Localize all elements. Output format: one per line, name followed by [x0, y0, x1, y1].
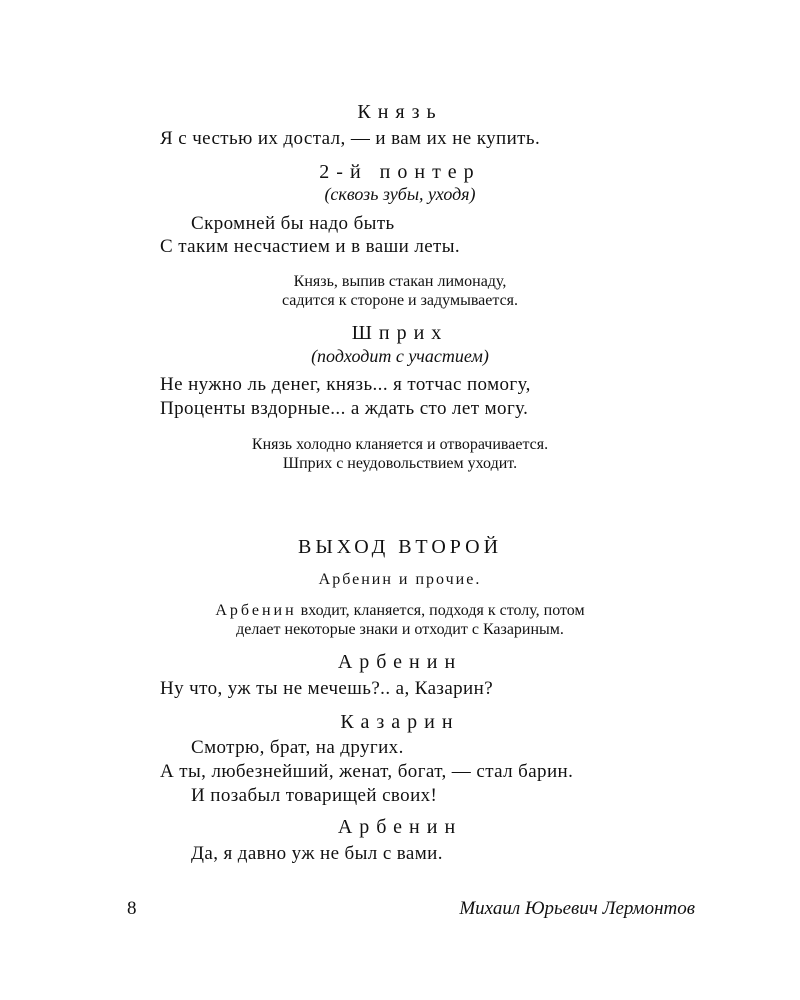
stage-note-text: входит, кланяется, подходя к столу, потом	[296, 602, 585, 619]
verse-line: Ну что, уж ты не мечешь?.. а, Казарин?	[160, 678, 494, 699]
stage-direction: (сквозь зубы, уходя)	[324, 184, 476, 204]
verse-line: Я с честью их достал, — и вам их не купить.	[160, 128, 541, 149]
act-title: ВЫХОД ВТОРОЙ	[297, 536, 503, 558]
stage-note-line: делает некоторые знаки и отходит с Казариным.	[236, 621, 564, 638]
stage-note-line	[0, 601, 800, 620]
verse-line: Да, я давно уж не был с вами.	[191, 843, 443, 864]
verse-line: И позабыл товарищей своих!	[191, 785, 438, 806]
stage-note-line: садится к стороне и задумывается.	[281, 292, 519, 309]
stage-note-line: Князь холодно кланяется и отворачивается.	[251, 436, 549, 453]
stage-note-line: Князь, выпив стакан лимонаду,	[293, 273, 507, 290]
speaker-name: Арбенин	[337, 651, 463, 673]
running-footer-author: Михаил Юрьевич Лермонтов	[459, 898, 695, 919]
speaker-name: Шприх	[351, 322, 449, 344]
stage-note	[0, 601, 800, 639]
speaker-name: Казарин	[340, 711, 460, 733]
speaker-name: Арбенин	[337, 816, 463, 838]
act-cast: Арбенин и прочие.	[318, 571, 482, 588]
page-number: 8	[127, 898, 137, 919]
verse-line: Смотрю, брат, на других.	[191, 737, 404, 758]
character-name: Арбенин	[215, 602, 297, 619]
stage-note-line: Шприх с неудовольствием уходит.	[282, 455, 518, 472]
verse-line: С таким несчастием и в ваши леты.	[160, 236, 461, 257]
stage-note	[0, 272, 800, 310]
verse-line: А ты, любезнейший, женат, богат, — стал барин.	[160, 761, 574, 782]
stage-note	[0, 435, 800, 473]
verse-line: Проценты вздорные... а ждать сто лет могу.	[160, 398, 529, 419]
stage-direction: (подходит с участием)	[311, 346, 489, 366]
verse-line: Скромней бы надо быть	[191, 213, 395, 234]
speaker-name: Князь	[357, 101, 443, 123]
speaker-name: 2-й понтер	[319, 161, 481, 183]
verse-line: Не нужно ль денег, князь... я тотчас помогу,	[160, 374, 531, 395]
